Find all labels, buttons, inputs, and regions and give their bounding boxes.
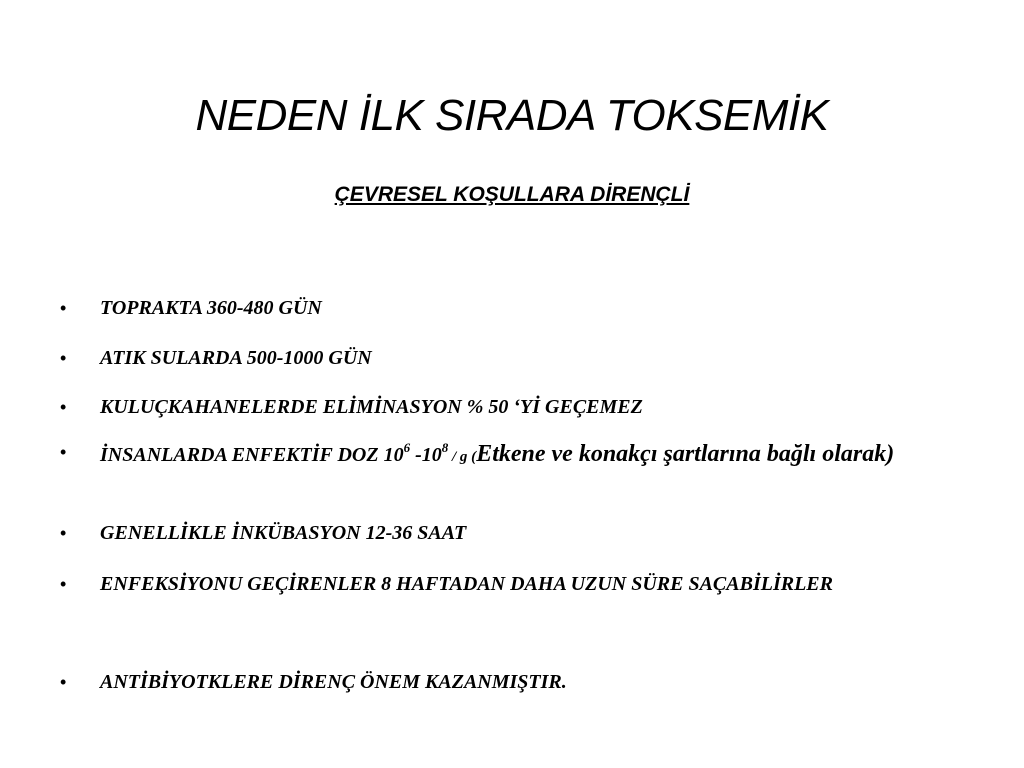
bullet-text: ANTİBİYOTKLERE DİRENÇ ÖNEM KAZANMIŞTIR. xyxy=(100,671,567,693)
bullet-icon: • xyxy=(60,523,67,543)
list-item xyxy=(60,395,920,419)
list-item xyxy=(60,346,920,370)
dose-text: İNSANLARDA ENFEKTİF DOZ 10 xyxy=(100,444,404,466)
dose-exponent-min: 6 xyxy=(403,440,411,455)
list-item xyxy=(60,440,920,471)
bullet-icon: • xyxy=(60,442,67,462)
slide-subtitle xyxy=(0,183,1024,207)
bullet-text: KULUÇKAHANELERDE ELİMİNASYON % 50 ‘Yİ GEÇEMEZ xyxy=(100,396,643,418)
bullet-text: TOPRAKTA 360-480 GÜN xyxy=(100,297,322,319)
bullet-text: GENELLİKLE İNKÜBASYON 12-36 SAAT xyxy=(100,522,467,544)
bullet-text: ATIK SULARDA 500-1000 GÜN xyxy=(100,347,372,369)
list-item xyxy=(60,296,920,320)
dose-condition-text: Etkene ve konakçı şartlarına bağlı olarak) xyxy=(476,441,895,467)
bullet-icon: • xyxy=(60,298,67,318)
dose-exponent-max: 8 xyxy=(441,440,449,455)
bullet-icon: • xyxy=(60,672,67,692)
bullet-icon: • xyxy=(60,348,67,368)
list-item xyxy=(60,521,920,545)
dose-range-text: -10 xyxy=(410,444,442,466)
list-item xyxy=(60,670,920,694)
bullet-icon: • xyxy=(60,397,67,417)
bullet-icon: • xyxy=(60,574,67,594)
slide-title: NEDEN İLK SIRADA TOKSEMİK xyxy=(195,91,829,141)
bullet-text: ENFEKSİYONU GEÇİRENLER 8 HAFTADAN DAHA UZUN SÜRE SAÇABİLİRLER xyxy=(100,573,833,595)
subtitle-text: ÇEVRESEL KOŞULLARA DİRENÇLİ xyxy=(334,183,690,206)
list-item xyxy=(60,572,920,607)
bullet-text xyxy=(100,440,920,471)
dose-unit-text: / g ( xyxy=(448,449,477,465)
